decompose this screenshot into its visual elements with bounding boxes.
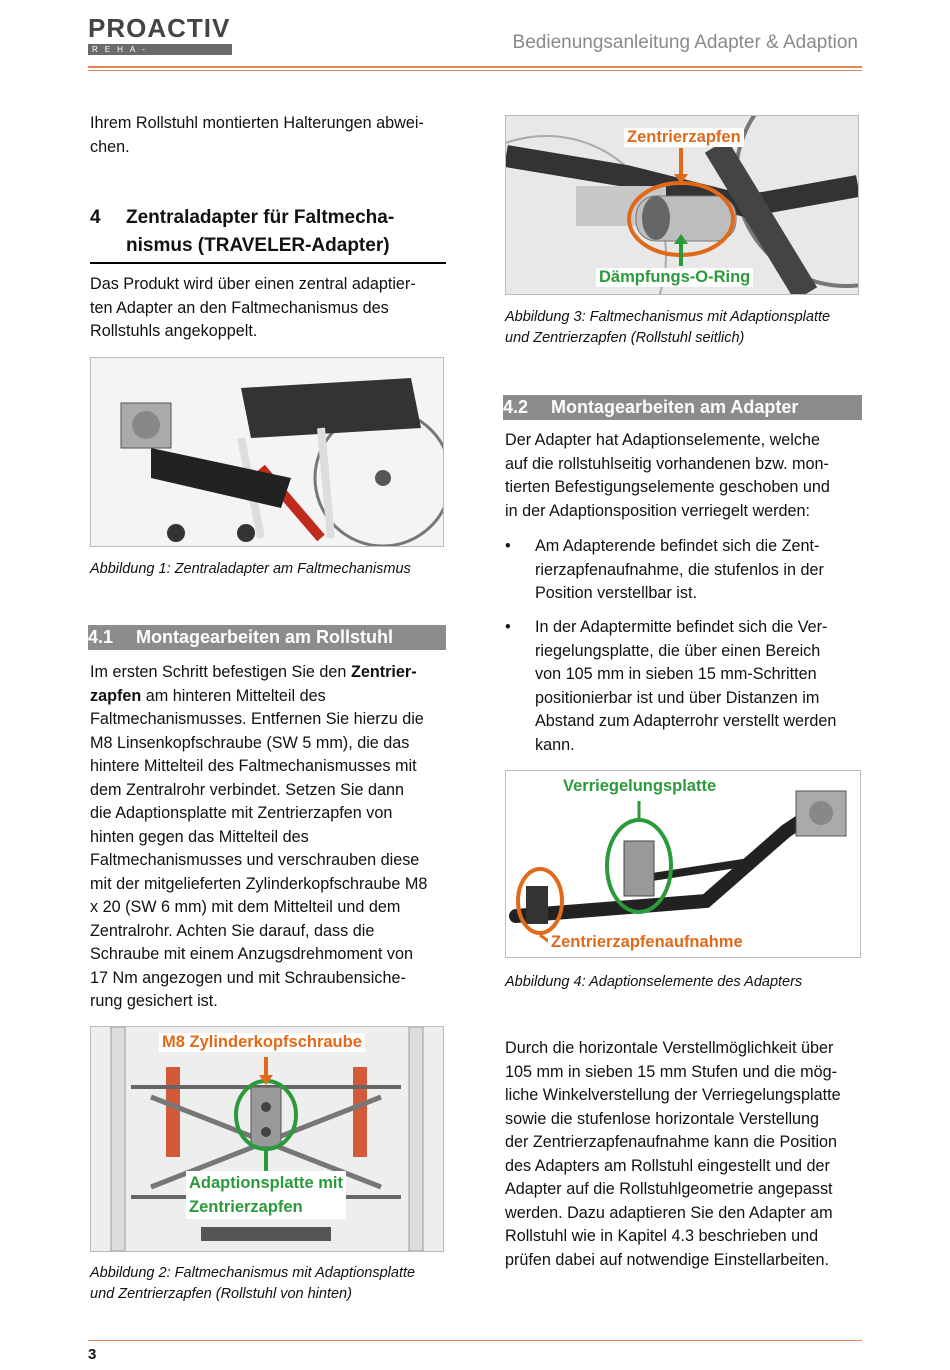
figure-4-label-pin-receiver: Zentrierzapfenaufnahme [548, 933, 746, 952]
header-rule [88, 66, 862, 68]
section-title: Zentraladapter für Faltmecha- nismus (TRAVELER-Adapter) [126, 207, 395, 256]
bullet-marker: • [505, 618, 511, 636]
section-4-body: Das Produkt wird über einen zentral adaptier- ten Adapter an den Faltmechanismus des Rollstuhls angekoppelt. [90, 275, 416, 340]
section-4-2-heading [503, 395, 862, 420]
section-4-rule [90, 262, 446, 264]
section-number: 4.2 [503, 397, 529, 417]
section-4-1-heading [88, 625, 446, 650]
figure-4-caption: Abbildung 4: Adaptionselemente des Adapters [505, 974, 803, 990]
closing-paragraph: Durch die horizontale Verstellmöglichkeit über 105 mm in sieben 15 mm Stufen und die mög- liche Winkelverstellung der Verriegelungsplatte sowie die stufenlose horizontale Verstellung der Zentrierzapfenaufnahme kann die Position des Adapters am Rollstuhl eingestellt und der Adapter auf die Rollstuhlgeometrie angepasst werden. Dazu adaptieren Sie den Adapter am Rollstuhl wie in Kapitel 4.3 beschrieben und prüfen dabei auf notwendige Einstellarbeiten. [505, 1039, 841, 1269]
figure-2-label-screw: M8 Zylinderkopfschraube [159, 1033, 365, 1052]
figure-1-caption: Abbildung 1: Zentraladapter am Faltmechanismus [90, 561, 411, 577]
section-number: 4 [90, 207, 101, 228]
bullet-text: In der Adaptermitte befindet sich die Ver- riegelungsplatte, die über einen Bereich von 105 mm in sieben 15 mm-Schritten positionierbar ist und über Distanzen im Abstand zum Adapterrohr verstellt werden kann. [535, 618, 837, 754]
figure-3-caption: Abbildung 3: Faltmechanismus mit Adaptionsplatte und Zentrierzapfen (Rollstuhl seitlich) [505, 309, 831, 346]
wheelchair-adapter-illustration [91, 358, 443, 546]
header-rule-thin [88, 70, 862, 71]
bullet-item [505, 535, 865, 607]
page-number: 3 [88, 1346, 97, 1363]
document-title: Bedienungsanleitung Adapter & Adaption [512, 32, 858, 53]
section-4-heading [90, 204, 446, 260]
section-4-1-body [90, 661, 446, 1014]
section-4-2-body: Der Adapter hat Adaptionselemente, welche auf die rollstuhlseitig vorhandenen bzw. mon- tierten Befestigungselemente geschoben und in der Adaptionsposition verriegelt werden: [505, 431, 830, 520]
figure-3-image [505, 115, 859, 295]
bullet-marker: • [505, 537, 511, 555]
section-title: Montagearbeiten am Rollstuhl [136, 627, 394, 647]
brand-logo [88, 13, 238, 65]
footer-rule [88, 1340, 862, 1341]
logo-tagline: REHA-TECHNIK [88, 44, 232, 55]
bullet-item [505, 616, 865, 758]
figure-4-image [505, 770, 861, 958]
figure-1-image [90, 357, 444, 547]
body-text: am hinteren Mittelteil des Faltmechanismusses. Entfernen Sie hierzu die M8 Linsenkopfschraube (SW 5 mm), die das hintere Mittelteil des Faltmechanismusses mit dem Zentralrohr verbindet. Setzen Sie dann die Adaptionsplatte mit Zentrierzapfen von hinten gegen das Mittelteil des Faltmechanismusses und verschrauben diese mit der mitgelieferten Zylinderkopfschraube M8 x 20 (SW 6 mm) mit dem Mittelteil und dem Zentralrohr. Achten Sie darauf, dass die Schraube mit einem Anzugsdrehmoment von 17 Nm angezogen und mit Schraubensiche- rung gesichert ist. [90, 686, 428, 1010]
figure-2-caption: Abbildung 2: Faltmechanismus mit Adaptionsplatte und Zentrierzapfen (Rollstuhl von hinten) [90, 1265, 416, 1302]
figure-3-label-oring: Dämpfungs-O-Ring [596, 268, 753, 287]
adapter-elements-illustration [506, 771, 860, 957]
section-title: Montagearbeiten am Adapter [551, 397, 799, 417]
body-text: Im ersten Schritt befestigen Sie den [90, 663, 351, 681]
section-number: 4.1 [88, 627, 114, 647]
logo-wordmark: PROACTIV [88, 13, 231, 43]
bullet-text: Am Adapterende befindet sich die Zent- rierzapfenaufnahme, die stufenlos in der Position verstellbar ist. [535, 537, 824, 602]
figure-2-label-plate: Adaptionsplatte mit Zentrierzapfen [186, 1171, 346, 1219]
intro-paragraph: Ihrem Rollstuhl montierten Halterungen abwei- chen. [90, 114, 424, 156]
figure-2-image [90, 1026, 444, 1252]
body-bold-text: Zentrier- zapfen [90, 663, 417, 705]
figure-4-label-locking-plate: Verriegelungsplatte [560, 777, 719, 796]
figure-3-label-pin: Zentrierzapfen [624, 128, 744, 147]
